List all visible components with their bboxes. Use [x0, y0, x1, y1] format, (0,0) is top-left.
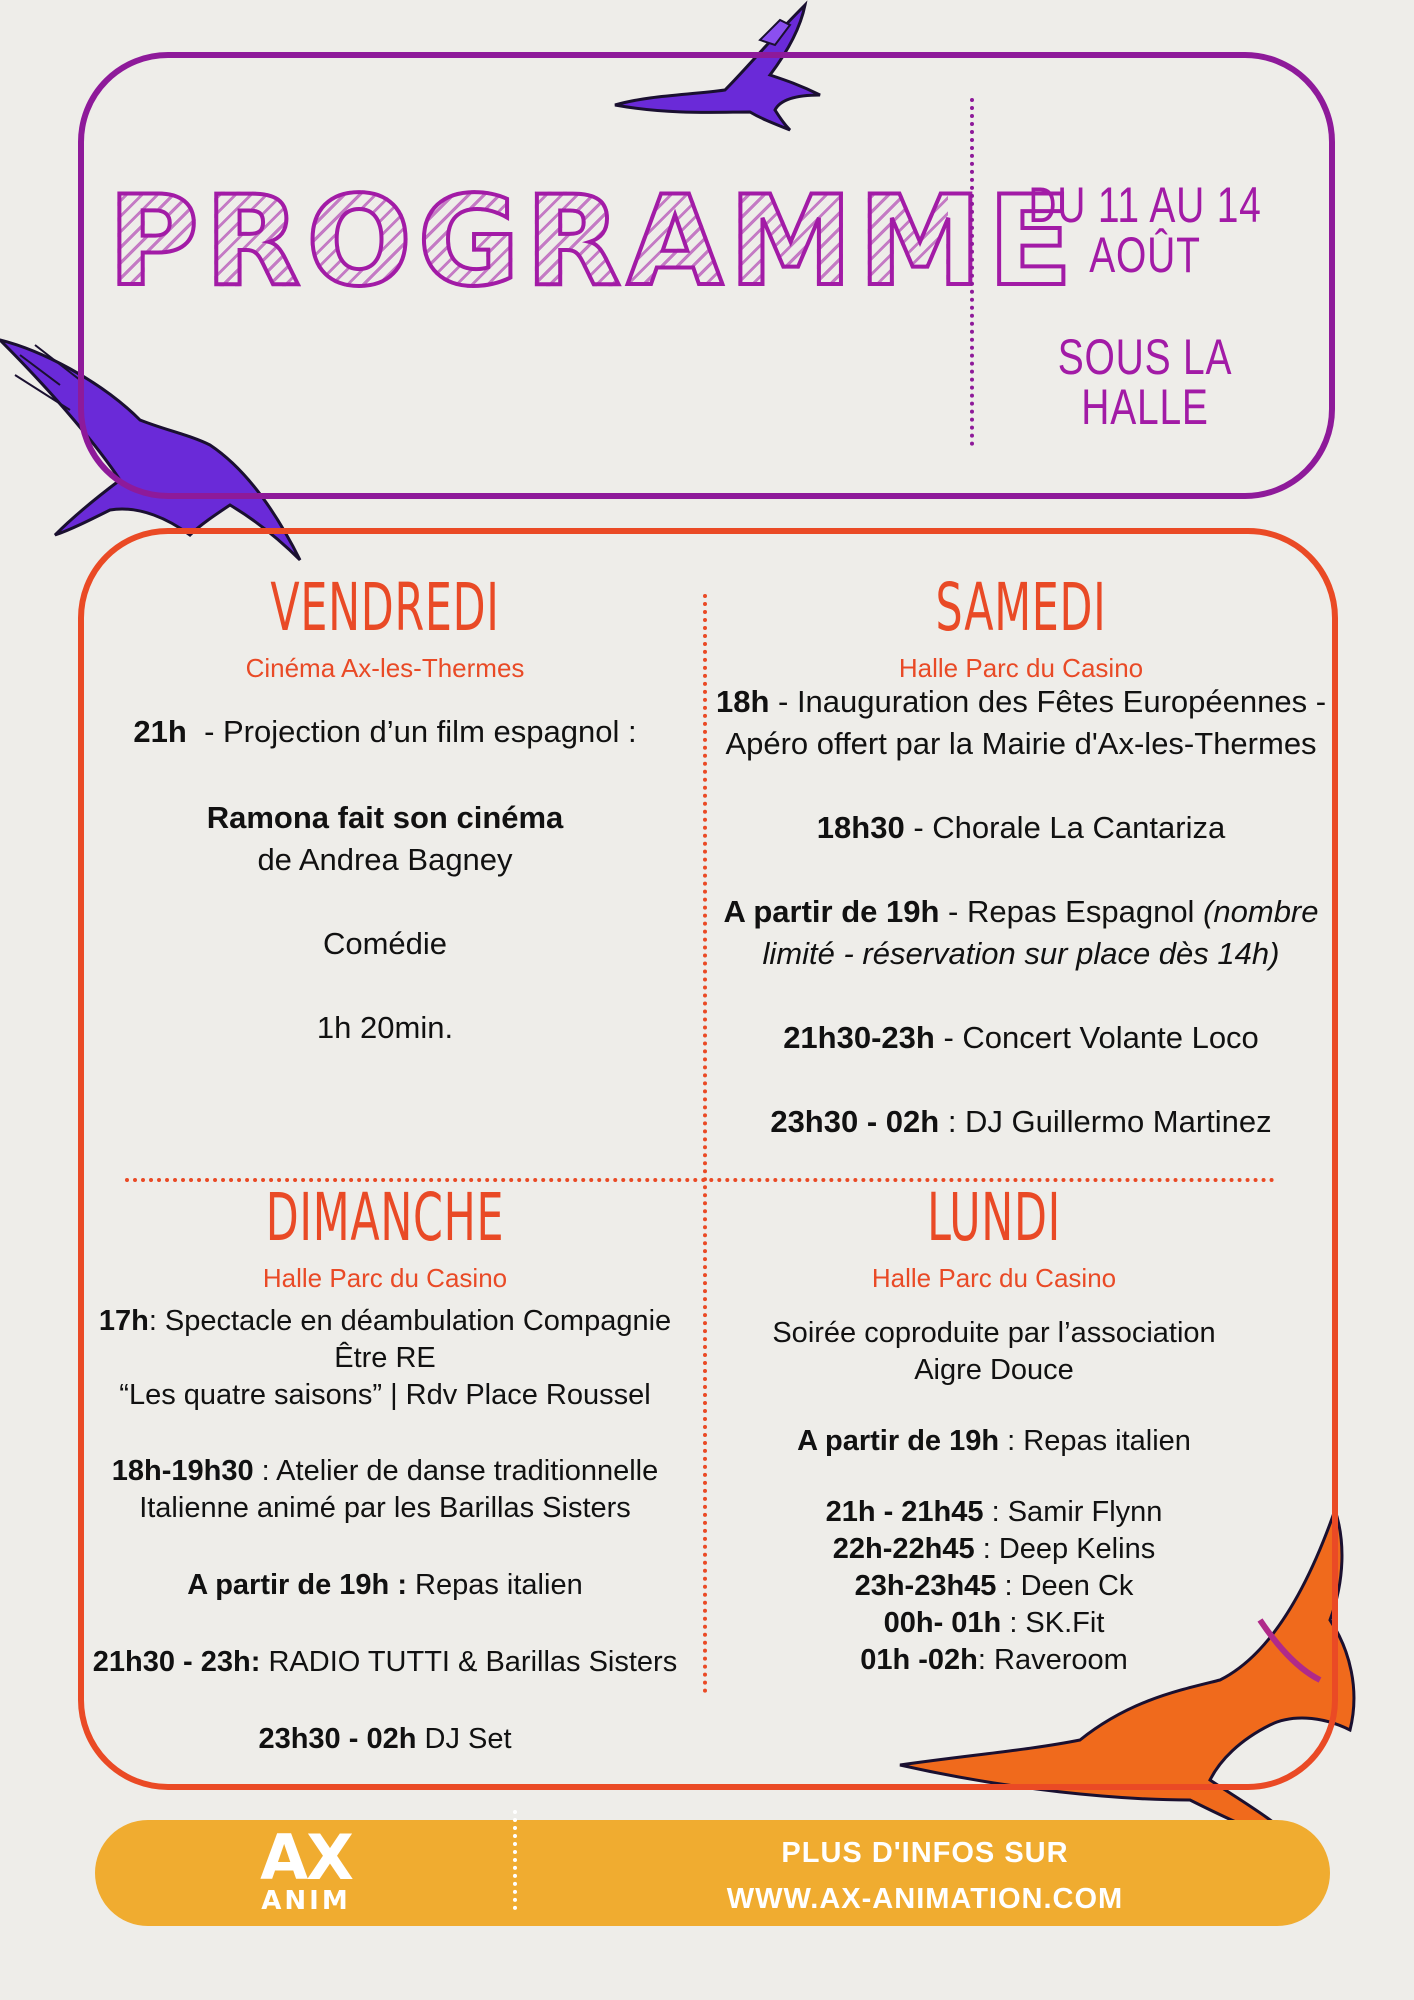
event-text: - Concert Volante Loco: [934, 1020, 1259, 1055]
venue: Cinéma Ax-les-Thermes: [245, 653, 525, 683]
time: 23h-23h45: [854, 1570, 997, 1602]
event-text: - Projection d’un film espagnol :: [204, 714, 637, 749]
event-text: : Atelier de danse traditionnelle: [253, 1455, 659, 1487]
time: A partir de 19h: [723, 894, 940, 929]
dimanche-item-3: [90, 1567, 680, 1604]
venue: Halle Parc du Casino: [871, 1263, 1117, 1293]
header-divider: [970, 98, 974, 446]
lineup-item: [704, 1642, 1284, 1679]
dimanche-item-1: [90, 1303, 680, 1414]
time: A partir de 19h :: [187, 1569, 407, 1601]
lundi-intro: [704, 1315, 1284, 1389]
info-label: PLUS D'INFOS SUR: [781, 1837, 1069, 1869]
artist: : SK.Fit: [1001, 1607, 1105, 1639]
event-text: - Chorale La Cantariza: [904, 810, 1226, 845]
samedi-item-4: [706, 1017, 1336, 1059]
time: A partir de 19h: [797, 1425, 1000, 1457]
dimanche-item-2: [90, 1453, 680, 1527]
section-samedi: [706, 569, 1336, 1143]
dimanche-item-4: [90, 1644, 680, 1681]
artist: : Raveroom: [977, 1644, 1128, 1676]
artist: : Deep Kelins: [974, 1533, 1156, 1565]
event-text-cont: Être RE: [334, 1342, 436, 1374]
logo-anim: ANIM: [261, 1886, 351, 1916]
dimanche-item-5: [90, 1721, 680, 1758]
time: 21h: [133, 714, 187, 749]
lineup-item: [704, 1494, 1284, 1531]
director: de Andrea Bagney: [257, 842, 513, 877]
time: 17h: [98, 1305, 149, 1337]
venue: Halle Parc du Casino: [262, 1263, 508, 1293]
artist: : Deen Ck: [996, 1570, 1134, 1602]
section-lundi: [704, 1179, 1284, 1679]
website-link[interactable]: WWW.AX-ANIMATION.COM: [726, 1883, 1124, 1915]
lineup-item: [704, 1605, 1284, 1642]
time: 23h30 - 02h: [258, 1723, 417, 1755]
lineup-item: [704, 1531, 1284, 1568]
event-dates: [1020, 177, 1270, 435]
time: 00h- 01h: [883, 1607, 1002, 1639]
lundi-meal: [704, 1423, 1284, 1460]
event-text: : Spectacle en déambulation Compagnie: [148, 1305, 672, 1337]
venue: Halle Parc du Casino: [898, 653, 1144, 683]
page-title: PROGRAMME: [108, 170, 1079, 314]
event-note: (nombre: [1203, 894, 1319, 929]
time: 23h30 - 02h: [770, 1104, 940, 1139]
time: 21h30 - 23h:: [92, 1646, 261, 1678]
time: 21h30-23h: [783, 1020, 935, 1055]
lineup-item: [704, 1568, 1284, 1605]
location-line: SOUS LA HALLE: [1057, 329, 1233, 435]
event-text-cont: “Les quatre saisons” | Rdv Place Roussel: [119, 1379, 651, 1411]
duration: 1h 20min.: [316, 1010, 454, 1045]
event-text: - Repas Espagnol: [939, 894, 1204, 929]
intro-text-cont: Aigre Douce: [914, 1354, 1074, 1386]
film-title: [100, 797, 670, 839]
event-text: RADIO TUTTI & Barillas Sisters: [260, 1646, 678, 1678]
day-heading: LUNDI: [927, 1179, 1061, 1256]
event-text: DJ Set: [416, 1723, 512, 1755]
event-text: Repas italien: [406, 1569, 583, 1601]
section-vendredi: [100, 569, 670, 1049]
logo-ax: AX: [260, 1821, 352, 1894]
day-heading: SAMEDI: [935, 569, 1107, 646]
samedi-item-2: [706, 807, 1336, 849]
samedi-item-1: [706, 681, 1336, 765]
event-line: [100, 711, 670, 753]
film-title-text: Ramona fait son cinéma: [206, 800, 564, 835]
time: 21h - 21h45: [825, 1496, 984, 1528]
event-text: - Inauguration des Fêtes Européennes -: [769, 684, 1327, 719]
genre: Comédie: [322, 926, 448, 961]
event-text: : DJ Guillermo Martinez: [939, 1104, 1272, 1139]
samedi-item-3: [706, 891, 1336, 975]
samedi-item-5: [706, 1101, 1336, 1143]
event-text-cont: Italienne animé par les Barillas Sisters: [139, 1492, 631, 1524]
intro-text: Soirée coproduite par l’association: [772, 1317, 1216, 1349]
footer-divider: [513, 1810, 517, 1910]
event-note-cont: limité - réservation sur place dès 14h): [762, 936, 1280, 971]
event-text-cont: Apéro offert par la Mairie d'Ax-les-Thermes: [725, 726, 1317, 761]
time: 18h: [715, 684, 770, 719]
footer-info[interactable]: [640, 1830, 1210, 1922]
time: 18h-19h30: [111, 1455, 254, 1487]
time: 01h -02h: [860, 1644, 978, 1676]
date-range: DU 11 AU 14 AOÛT: [1028, 177, 1262, 283]
lundi-lineup: [704, 1494, 1284, 1679]
time: 22h-22h45: [832, 1533, 975, 1565]
time: 18h30: [816, 810, 905, 845]
section-dimanche: [90, 1179, 680, 1758]
day-heading: DIMANCHE: [265, 1179, 505, 1256]
day-heading: VENDREDI: [270, 569, 500, 646]
ax-anim-logo: [248, 1821, 364, 1916]
event-text: : Repas italien: [999, 1425, 1191, 1457]
artist: : Samir Flynn: [983, 1496, 1163, 1528]
